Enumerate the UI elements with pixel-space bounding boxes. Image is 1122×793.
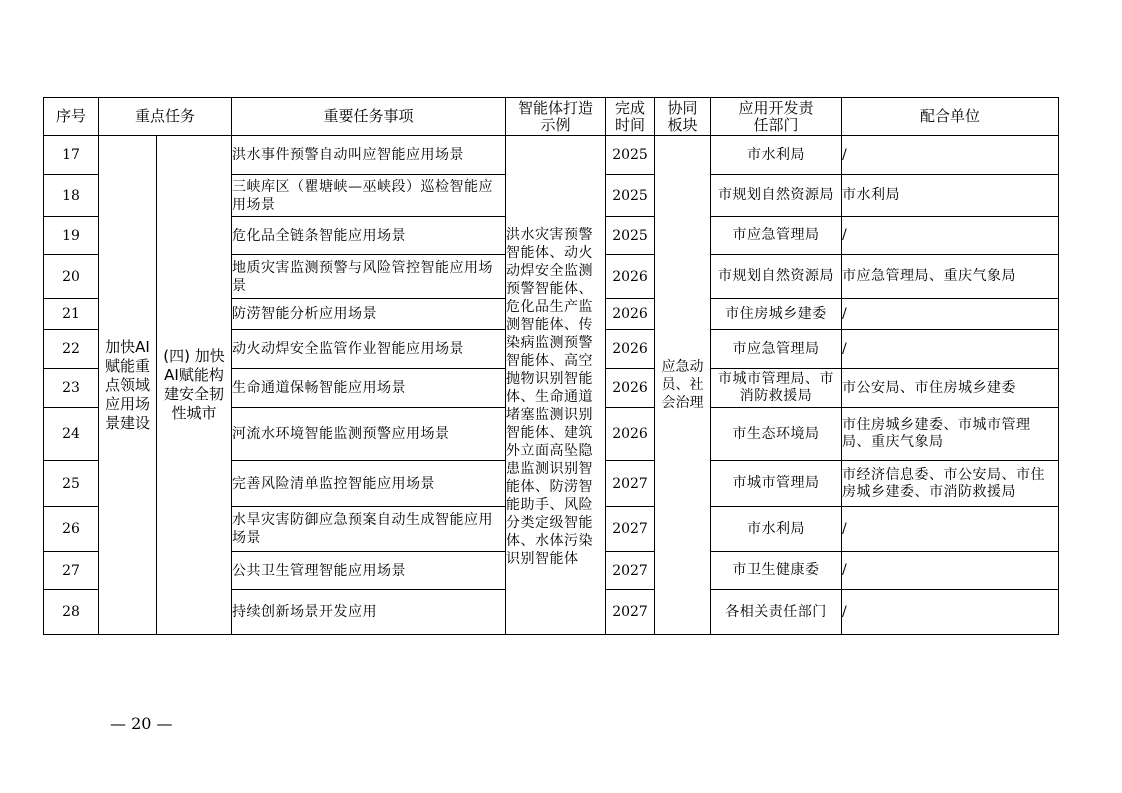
row-dept: 市规划自然资源局 bbox=[711, 255, 842, 299]
agent-examples-text: 洪水灾害预警智能体、动火动焊安全监测预警智能体、危化品生产监测智能体、传染病监测预警智能体、高空抛物识别智能体、生命通道堵塞监测识别智能体、建筑外立面高坠隐患监测识别智能体、防涝智能助手、风险分类定级智能体、水体污染识别智能体 bbox=[506, 227, 594, 567]
row-task: 完善风险清单监控智能应用场景 bbox=[232, 461, 506, 507]
row-dept: 市水利局 bbox=[711, 507, 842, 552]
row-seq: 25 bbox=[44, 461, 99, 507]
row-coop: / bbox=[842, 217, 1059, 255]
row-year: 2025 bbox=[606, 136, 655, 175]
row-coop: 市应急管理局、重庆气象局 bbox=[842, 255, 1059, 299]
row-coop: 市公安局、市住房城乡建委 bbox=[842, 369, 1059, 408]
row-task: 河流水环境智能监测预警应用场景 bbox=[232, 408, 506, 461]
row-task: 地质灾害监测预警与风险管控智能应用场景 bbox=[232, 255, 506, 299]
row-task: 三峡库区（瞿塘峡—巫峡段）巡检智能应用场景 bbox=[232, 175, 506, 217]
row-seq: 23 bbox=[44, 369, 99, 408]
row-coop: / bbox=[842, 330, 1059, 369]
header-coord-block: 协同板块 bbox=[655, 98, 711, 136]
header-coop-unit: 配合单位 bbox=[842, 98, 1059, 136]
row-seq: 18 bbox=[44, 175, 99, 217]
header-app-dept: 应用开发责任部门 bbox=[711, 98, 842, 136]
row-year: 2026 bbox=[606, 369, 655, 408]
row-seq: 21 bbox=[44, 299, 99, 330]
page-number: — 20 — bbox=[110, 714, 173, 733]
row-dept: 市卫生健康委 bbox=[711, 552, 842, 590]
row-dept: 市应急管理局 bbox=[711, 330, 842, 369]
row-year: 2025 bbox=[606, 217, 655, 255]
row-dept: 市规划自然资源局 bbox=[711, 175, 842, 217]
category-level1: 加快AI赋能重点领域应用场景建设 bbox=[99, 136, 157, 635]
row-dept: 市城市管理局 bbox=[711, 461, 842, 507]
row-seq: 17 bbox=[44, 136, 99, 175]
header-task-item: 重要任务事项 bbox=[232, 98, 506, 136]
row-task: 动火动焊安全监管作业智能应用场景 bbox=[232, 330, 506, 369]
agent-examples bbox=[506, 136, 606, 635]
header-key-task: 重点任务 bbox=[99, 98, 232, 136]
row-task: 生命通道保畅智能应用场景 bbox=[232, 369, 506, 408]
row-dept: 市住房城乡建委 bbox=[711, 299, 842, 330]
row-dept: 市水利局 bbox=[711, 136, 842, 175]
row-year: 2026 bbox=[606, 299, 655, 330]
row-coop: / bbox=[842, 136, 1059, 175]
row-seq: 26 bbox=[44, 507, 99, 552]
row-coop: / bbox=[842, 552, 1059, 590]
row-task: 公共卫生管理智能应用场景 bbox=[232, 552, 506, 590]
row-seq: 28 bbox=[44, 590, 99, 635]
row-year: 2027 bbox=[606, 461, 655, 507]
row-year: 2026 bbox=[606, 408, 655, 461]
header-row bbox=[44, 98, 1059, 136]
row-task: 防涝智能分析应用场景 bbox=[232, 299, 506, 330]
header-agent-example: 智能体打造示例 bbox=[506, 98, 606, 136]
row-year: 2026 bbox=[606, 330, 655, 369]
row-seq: 24 bbox=[44, 408, 99, 461]
row-year: 2026 bbox=[606, 255, 655, 299]
row-coop: 市水利局 bbox=[842, 175, 1059, 217]
row-year: 2027 bbox=[606, 552, 655, 590]
table-row bbox=[44, 136, 1059, 175]
row-year: 2025 bbox=[606, 175, 655, 217]
row-coop: / bbox=[842, 590, 1059, 635]
row-seq: 22 bbox=[44, 330, 99, 369]
row-dept: 市应急管理局 bbox=[711, 217, 842, 255]
row-dept: 市生态环境局 bbox=[711, 408, 842, 461]
row-dept: 各相关责任部门 bbox=[711, 590, 842, 635]
coord-block: 应急动员、社会治理 bbox=[655, 136, 711, 635]
category-level2: (四) 加快AI赋能构建安全韧性城市 bbox=[157, 136, 232, 635]
row-seq: 19 bbox=[44, 217, 99, 255]
row-dept: 市城市管理局、市消防救援局 bbox=[711, 369, 842, 408]
task-table bbox=[43, 97, 1059, 635]
row-coop: / bbox=[842, 299, 1059, 330]
header-finish-time: 完成时间 bbox=[606, 98, 655, 136]
row-task: 持续创新场景开发应用 bbox=[232, 590, 506, 635]
row-task: 水旱灾害防御应急预案自动生成智能应用场景 bbox=[232, 507, 506, 552]
row-task: 危化品全链条智能应用场景 bbox=[232, 217, 506, 255]
row-year: 2027 bbox=[606, 590, 655, 635]
row-seq: 27 bbox=[44, 552, 99, 590]
header-seq: 序号 bbox=[44, 98, 99, 136]
row-seq: 20 bbox=[44, 255, 99, 299]
row-coop: 市住房城乡建委、市城市管理局、重庆气象局 bbox=[842, 408, 1059, 461]
row-year: 2027 bbox=[606, 507, 655, 552]
row-task: 洪水事件预警自动叫应智能应用场景 bbox=[232, 136, 506, 175]
row-coop: 市经济信息委、市公安局、市住房城乡建委、市消防救援局 bbox=[842, 461, 1059, 507]
row-coop: / bbox=[842, 507, 1059, 552]
